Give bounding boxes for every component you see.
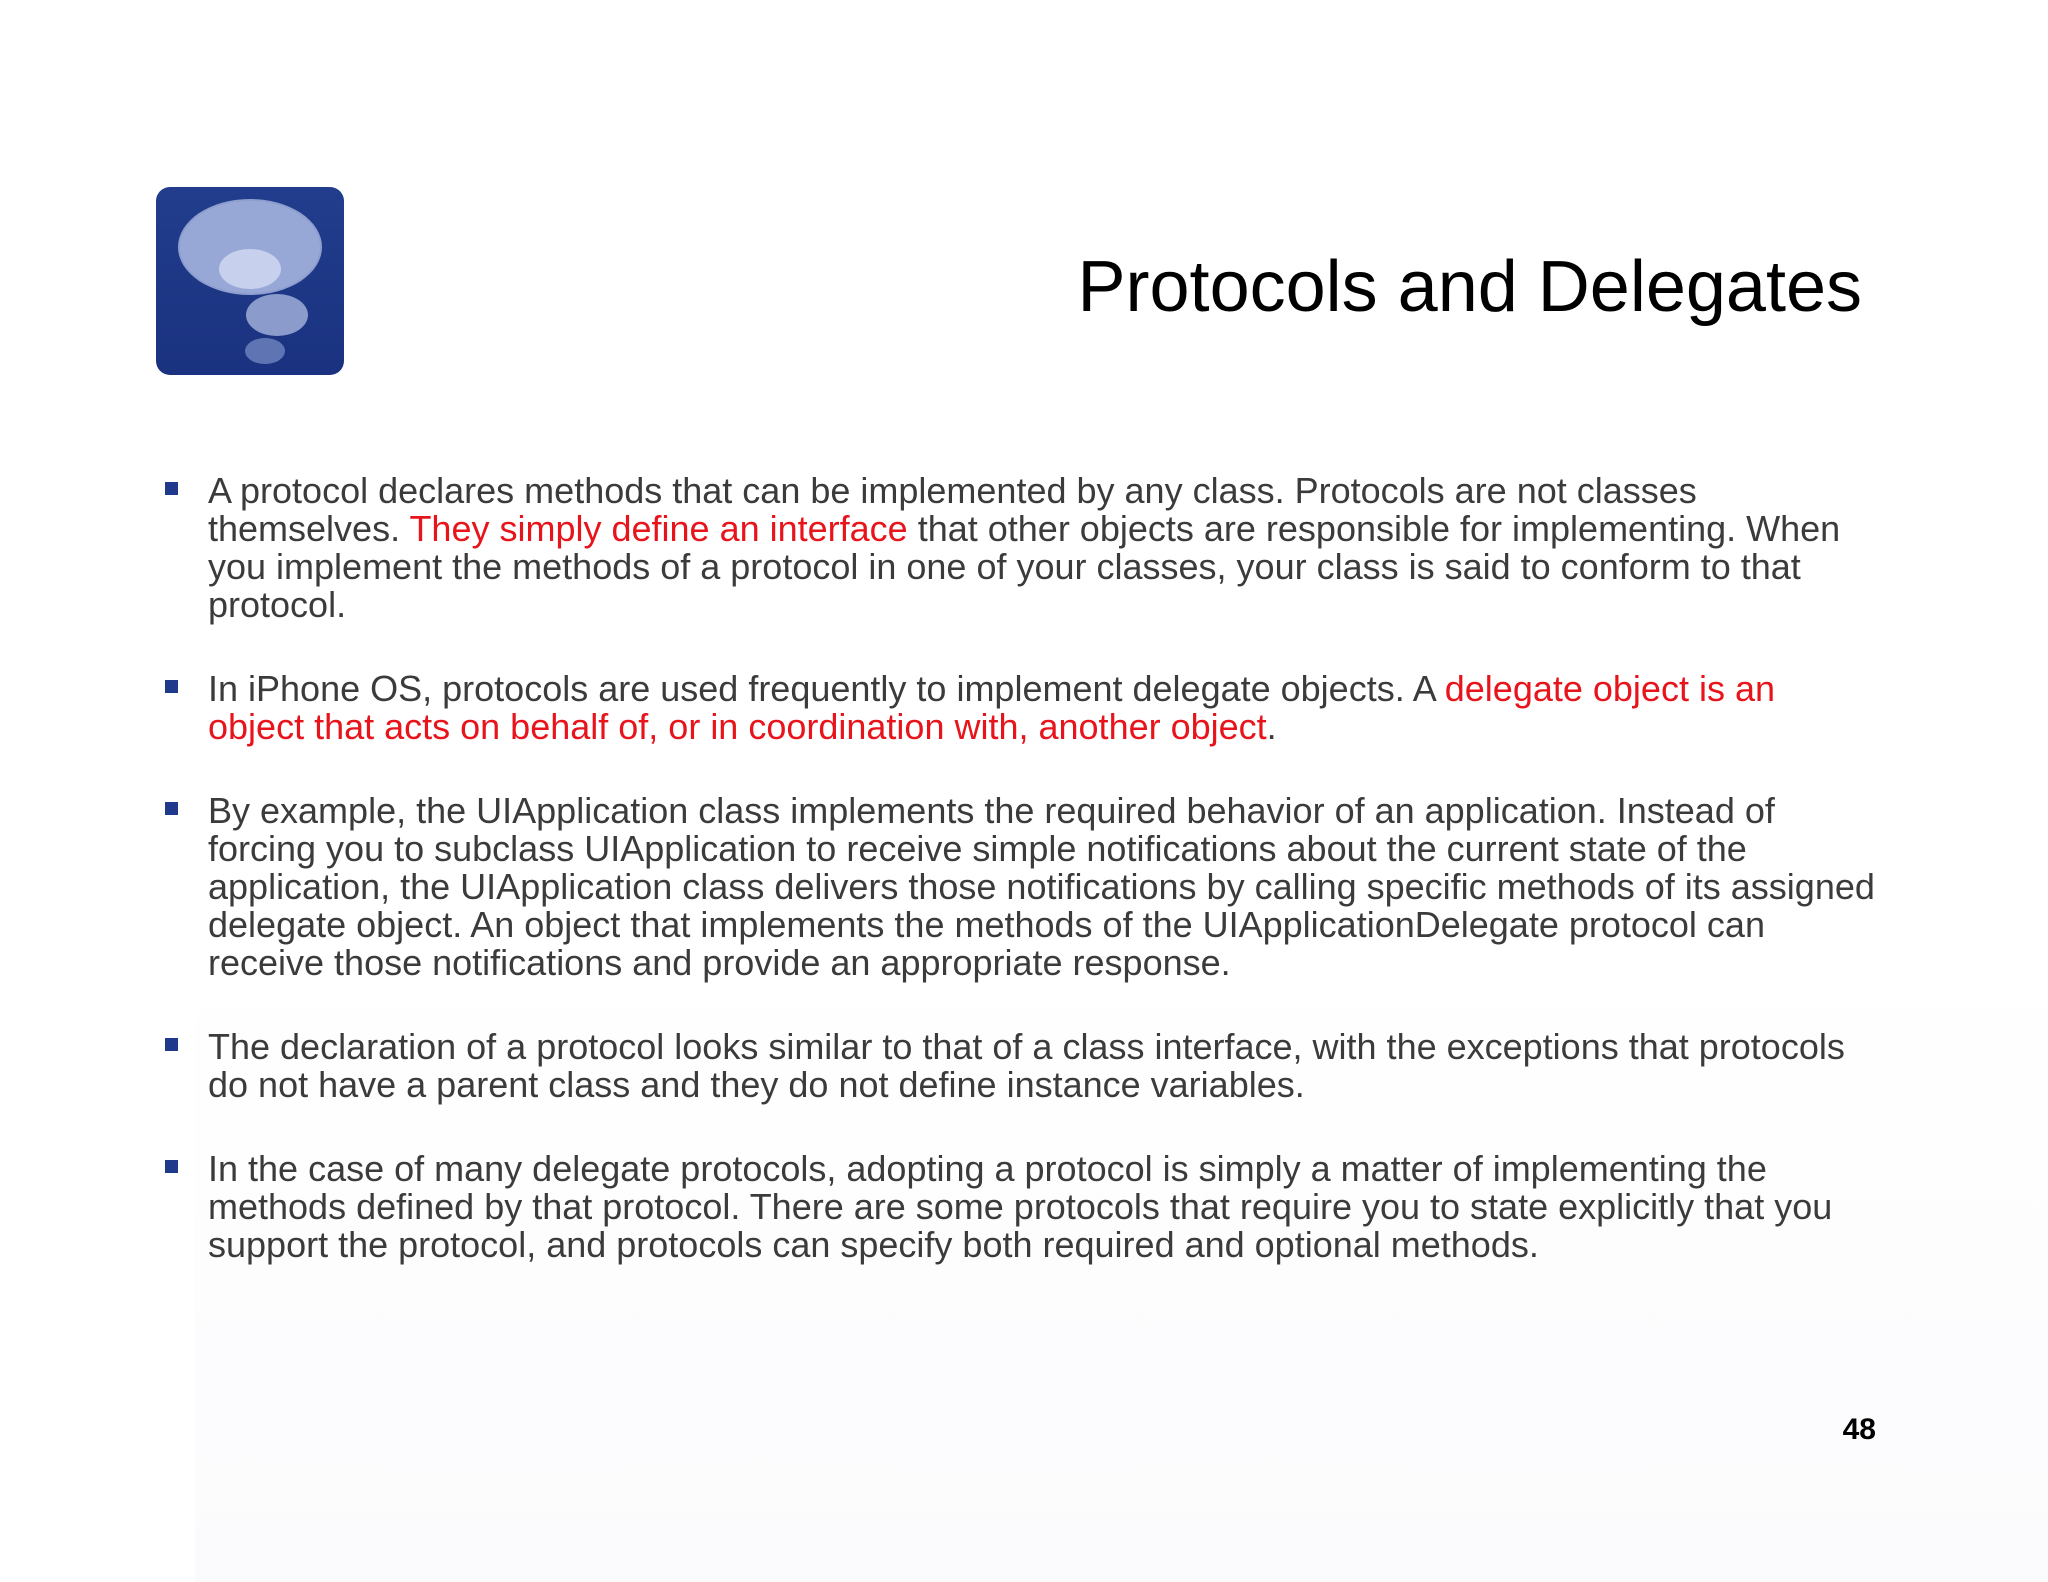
bullet-item	[160, 1150, 1880, 1264]
bullet-item	[160, 792, 1880, 982]
square-bullet-icon	[165, 1038, 178, 1051]
bullet-item	[160, 1028, 1880, 1104]
bullet-text: The declaration of a protocol looks similar to that of a class interface, with the exceptions that protocols do not have a parent class and they do not define instance variables.	[208, 1026, 1845, 1105]
bullet-item	[160, 670, 1880, 746]
bullet-text: that other objects are responsible for implementing. When you implement the methods of a protocol in one of your classes, your class is said to conform to that protocol.	[208, 508, 1841, 625]
bullet-item	[160, 472, 1880, 624]
page-number: 48	[1842, 1413, 1876, 1446]
bullet-text: A protocol declares methods that can be implemented by any class. Protocols are not classes themselves.	[208, 470, 1697, 549]
bullet-text: By example, the UIApplication class implements the required behavior of an application. Instead of forcing you to subclass UIApplication to receive simple notifications about the current state of the application, the UIApplication class delivers those notifications by calling specific methods of its assigned delegate object. An object that implements the methods of the UIApplicationDelegate protocol can receive those notifications and provide an appropriate response.	[208, 790, 1875, 983]
bullet-text: In iPhone OS, protocols are used frequently to implement delegate objects. A	[208, 668, 1445, 709]
page-title: Protocols and Delegates	[1077, 247, 1862, 327]
square-bullet-icon	[165, 1160, 178, 1173]
thought-bubble-icon	[156, 187, 344, 375]
bullet-highlight: delegate object is an object that acts on behalf of, or in coordination with, another object	[208, 668, 1775, 747]
bullet-highlight: They simply define an interface	[409, 508, 908, 549]
bullet-text: .	[1266, 706, 1277, 747]
square-bullet-icon	[165, 802, 178, 815]
square-bullet-icon	[165, 680, 178, 693]
bullet-text: In the case of many delegate protocols, adopting a protocol is simply a matter of implementing the methods defined by that protocol. There are some protocols that require you to state explicitly that you support the protocol, and protocols can specify both required and optional methods.	[208, 1148, 1833, 1265]
bullet-list	[160, 472, 1880, 1310]
square-bullet-icon	[165, 482, 178, 495]
